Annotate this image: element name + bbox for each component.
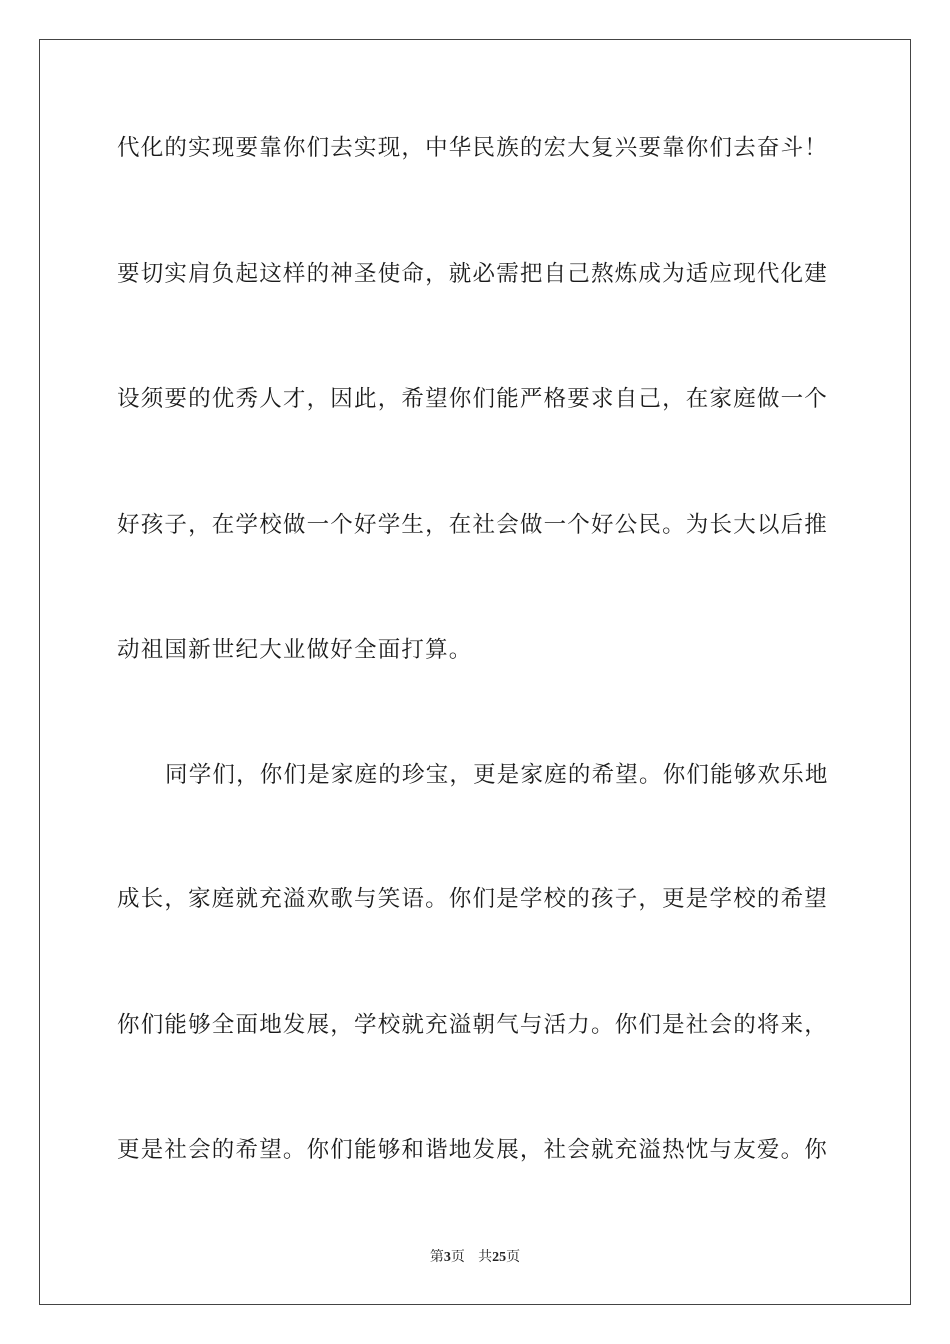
body-text-line: 你们能够全面地发展，学校就充溢朝气与活力。你们是社会的将来， [117,1012,829,1038]
page-prefix: 第 [429,1249,444,1265]
body-text-line: 更是社会的希望。你们能够和谐地发展，社会就充溢热忱与友爱。你 [117,1137,829,1163]
page-border [39,39,911,1305]
page-suffix: 页 [450,1249,465,1265]
body-text-line: 设须要的优秀人才，因此，希望你们能严格要求自己，在家庭做一个 [117,386,829,412]
body-text-line: 成长，家庭就充溢欢歌与笑语。你们是学校的孩子，更是学校的希望 [117,886,829,912]
total-pages: 25 [492,1250,507,1265]
page-footer [0,1248,950,1267]
page-number: 3 [443,1250,451,1265]
total-prefix: 共 [478,1249,493,1265]
body-text-line: 好孩子，在学校做一个好学生，在社会做一个好公民。为长大以后推 [117,512,829,538]
paragraph-first-line: 同学们，你们是家庭的珍宝，更是家庭的希望。你们能够欢乐地 [165,762,829,788]
total-suffix: 页 [506,1249,521,1265]
body-text-line: 要切实肩负起这样的神圣使命，就必需把自己熬炼成为适应现代化建 [117,261,829,287]
body-text-line: 动祖国新世纪大业做好全面打算。 [117,637,473,663]
body-text-line: 代化的实现要靠你们去实现，中华民族的宏大复兴要靠你们去奋斗！ [117,135,829,161]
